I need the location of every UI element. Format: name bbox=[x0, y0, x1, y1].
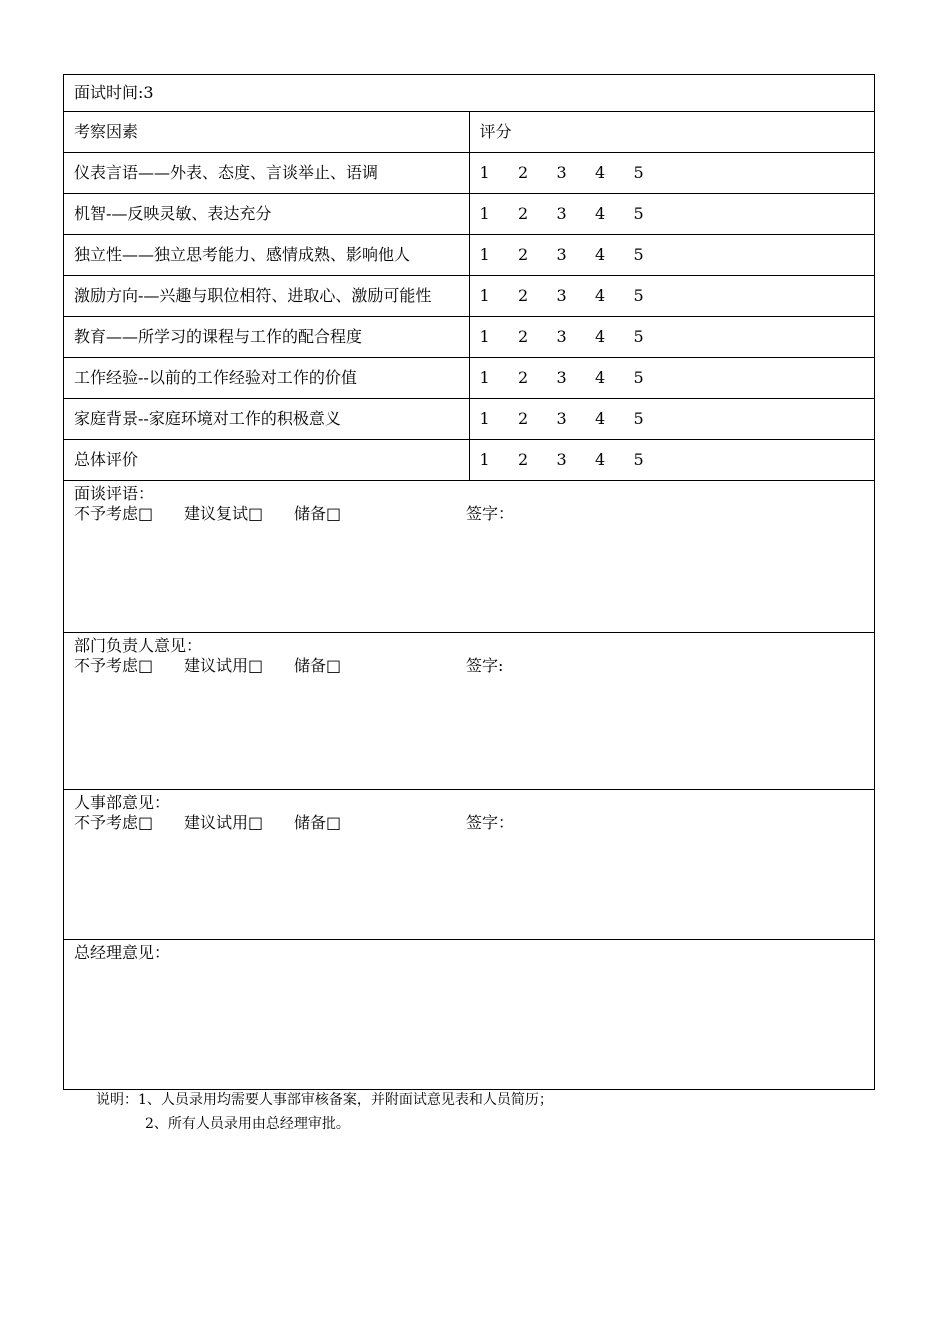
score-options bbox=[469, 194, 875, 235]
score-option-3[interactable]: 3 bbox=[556, 327, 567, 346]
score-options bbox=[469, 276, 875, 317]
score-option-3[interactable]: 3 bbox=[556, 450, 567, 469]
score-option-3[interactable]: 3 bbox=[556, 163, 567, 182]
criteria-label: 激励方向-—兴趣与职位相符、进取心、激励可能性 bbox=[64, 276, 470, 317]
criteria-row bbox=[64, 440, 875, 481]
criteria-label: 独立性——独立思考能力、感情成熟、影响他人 bbox=[64, 235, 470, 276]
score-option-4[interactable]: 4 bbox=[595, 245, 606, 264]
score-option-1[interactable]: 1 bbox=[479, 327, 490, 346]
option-trial[interactable]: 建议试用□ bbox=[184, 813, 264, 832]
factor-column-header: 考察因素 bbox=[64, 112, 470, 153]
score-option-5[interactable]: 5 bbox=[633, 409, 644, 428]
score-option-4[interactable]: 4 bbox=[595, 286, 606, 305]
criteria-label: 家庭背景--家庭环境对工作的积极意义 bbox=[64, 399, 470, 440]
interview-evaluation-form bbox=[63, 74, 875, 1090]
score-option-1[interactable]: 1 bbox=[479, 204, 490, 223]
hr-department-comment-area[interactable] bbox=[64, 790, 875, 940]
hr-department-section bbox=[64, 790, 875, 940]
score-option-4[interactable]: 4 bbox=[595, 204, 606, 223]
general-manager-comment-area[interactable] bbox=[64, 940, 875, 1090]
note-line-2: 2、所有人员录用由总经理审批。 bbox=[145, 1116, 350, 1132]
score-option-3[interactable]: 3 bbox=[556, 409, 567, 428]
criteria-row bbox=[64, 358, 875, 399]
score-options bbox=[469, 440, 875, 481]
criteria-label: 总体评价 bbox=[64, 440, 470, 481]
department-head-section bbox=[64, 633, 875, 790]
score-option-2[interactable]: 2 bbox=[518, 368, 529, 387]
option-trial[interactable]: 建议试用□ bbox=[184, 656, 264, 675]
criteria-label: 仪表言语——外表、态度、言谈举止、语调 bbox=[64, 153, 470, 194]
score-option-4[interactable]: 4 bbox=[595, 409, 606, 428]
score-option-2[interactable]: 2 bbox=[518, 450, 529, 469]
general-manager-section bbox=[64, 940, 875, 1090]
score-option-2[interactable]: 2 bbox=[518, 245, 529, 264]
score-option-2[interactable]: 2 bbox=[518, 163, 529, 182]
criteria-label: 教育——所学习的课程与工作的配合程度 bbox=[64, 317, 470, 358]
criteria-label: 工作经验--以前的工作经验对工作的价值 bbox=[64, 358, 470, 399]
score-option-5[interactable]: 5 bbox=[633, 204, 644, 223]
interview-time-cell bbox=[64, 75, 875, 112]
score-option-2[interactable]: 2 bbox=[518, 204, 529, 223]
option-reject[interactable]: 不予考虑□ bbox=[74, 504, 154, 523]
score-column-header: 评分 bbox=[469, 112, 875, 153]
score-option-5[interactable]: 5 bbox=[633, 163, 644, 182]
signature-label: 签字： bbox=[466, 813, 515, 832]
score-option-3[interactable]: 3 bbox=[556, 368, 567, 387]
score-option-4[interactable]: 4 bbox=[595, 327, 606, 346]
score-option-5[interactable]: 5 bbox=[633, 450, 644, 469]
signature-label: 签字： bbox=[466, 504, 515, 523]
decision-options bbox=[74, 656, 864, 676]
score-option-5[interactable]: 5 bbox=[633, 245, 644, 264]
interview-comment-section bbox=[64, 481, 875, 633]
section-title: 人事部意见： bbox=[74, 793, 171, 812]
criteria-row bbox=[64, 276, 875, 317]
decision-options bbox=[74, 813, 864, 833]
score-option-1[interactable]: 1 bbox=[479, 163, 490, 182]
score-option-1[interactable]: 1 bbox=[479, 368, 490, 387]
score-option-5[interactable]: 5 bbox=[633, 327, 644, 346]
score-options bbox=[469, 153, 875, 194]
score-option-3[interactable]: 3 bbox=[556, 204, 567, 223]
score-option-2[interactable]: 2 bbox=[518, 409, 529, 428]
score-option-4[interactable]: 4 bbox=[595, 450, 606, 469]
score-option-2[interactable]: 2 bbox=[518, 286, 529, 305]
option-retest[interactable]: 建议复试□ bbox=[184, 504, 264, 523]
department-head-comment-area[interactable] bbox=[64, 633, 875, 790]
note-line-1: 说明：1、人员录用均需要人事部审核备案，并附面试意见表和人员简历； bbox=[96, 1092, 553, 1108]
signature-label: 签字: bbox=[466, 656, 504, 675]
score-option-4[interactable]: 4 bbox=[595, 163, 606, 182]
score-option-2[interactable]: 2 bbox=[518, 327, 529, 346]
criteria-label: 机智-—反映灵敏、表达充分 bbox=[64, 194, 470, 235]
criteria-row bbox=[64, 235, 875, 276]
option-reserve[interactable]: 储备□ bbox=[294, 504, 342, 523]
option-reserve[interactable]: 储备□ bbox=[294, 656, 342, 675]
section-title: 总经理意见： bbox=[74, 943, 171, 962]
option-reserve[interactable]: 储备□ bbox=[294, 813, 342, 832]
score-option-1[interactable]: 1 bbox=[479, 245, 490, 264]
score-options bbox=[469, 399, 875, 440]
criteria-row bbox=[64, 317, 875, 358]
score-option-3[interactable]: 3 bbox=[556, 245, 567, 264]
score-option-4[interactable]: 4 bbox=[595, 368, 606, 387]
form-notes bbox=[96, 1088, 553, 1136]
score-option-1[interactable]: 1 bbox=[479, 286, 490, 305]
score-option-1[interactable]: 1 bbox=[479, 409, 490, 428]
option-reject[interactable]: 不予考虑□ bbox=[74, 813, 154, 832]
criteria-row bbox=[64, 194, 875, 235]
option-reject[interactable]: 不予考虑□ bbox=[74, 656, 154, 675]
criteria-row bbox=[64, 399, 875, 440]
section-title: 部门负责人意见： bbox=[74, 636, 203, 655]
score-option-3[interactable]: 3 bbox=[556, 286, 567, 305]
interview-comment-area[interactable] bbox=[64, 481, 875, 633]
score-options bbox=[469, 358, 875, 399]
criteria-row bbox=[64, 153, 875, 194]
score-options bbox=[469, 317, 875, 358]
score-options bbox=[469, 235, 875, 276]
interview-time: 面试时间:3 bbox=[74, 83, 154, 102]
score-option-1[interactable]: 1 bbox=[479, 450, 490, 469]
score-option-5[interactable]: 5 bbox=[633, 286, 644, 305]
section-title: 面谈评语： bbox=[74, 484, 155, 503]
score-option-5[interactable]: 5 bbox=[633, 368, 644, 387]
decision-options bbox=[74, 504, 864, 524]
